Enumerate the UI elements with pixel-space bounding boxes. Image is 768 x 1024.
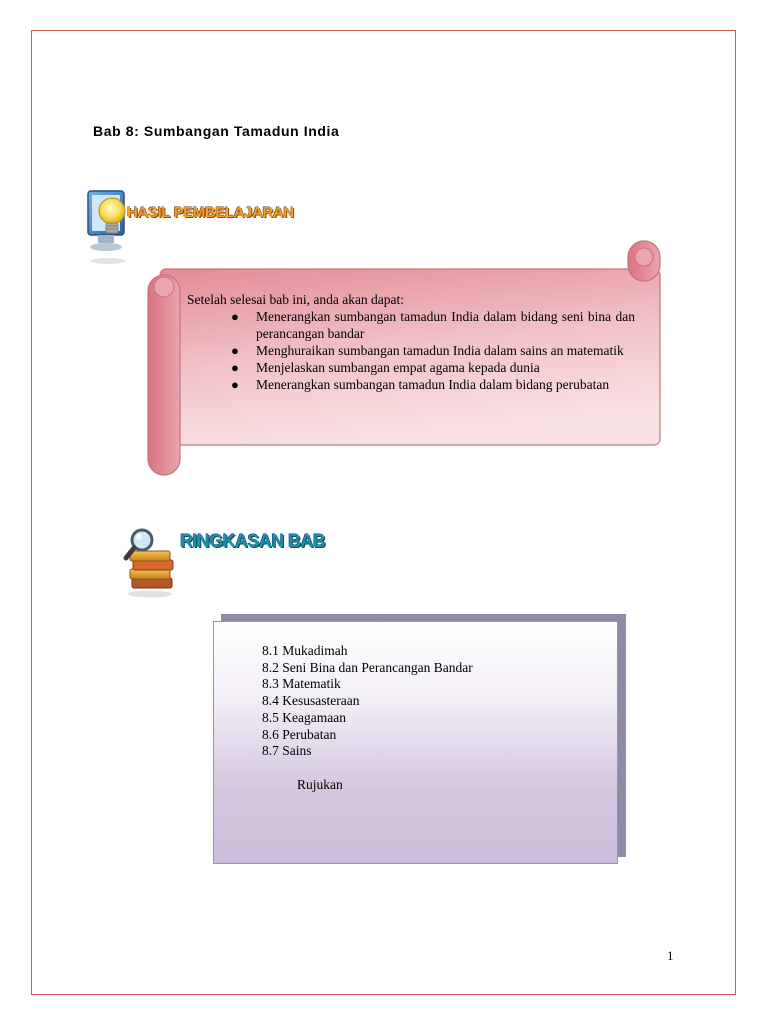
page-number: 1: [667, 948, 674, 963]
list-item: 8.3 Matematik: [262, 676, 341, 692]
list-item: ● Menjelaskan sumbangan empat agama kepada dunia: [231, 360, 540, 375]
list-item: 8.5 Keagamaan: [262, 709, 346, 725]
bullet-icon: ●: [231, 360, 239, 375]
list-item: ● Menerangkan sumbangan tamadun India dalam bidang seni bina dan perancangan bandar: [231, 309, 635, 341]
list-item: 8.2 Seni Bina dan Perancangan Bandar: [262, 659, 473, 675]
books-magnifier-icon: [120, 524, 182, 600]
chapter-title: Bab 8: Sumbangan Tamadun India: [93, 123, 340, 139]
chapter-summary-heading: RINGKASAN BAB: [180, 531, 326, 551]
list-item: 8.4 Kesusasteraan: [262, 693, 360, 709]
list-item: 8.1 Mukadimah: [262, 643, 348, 658]
references-label: Rujukan: [297, 777, 343, 792]
lightbulb-monitor-icon: [86, 183, 146, 268]
bullet-icon: ●: [231, 309, 239, 324]
bullet-icon: ●: [231, 343, 239, 358]
learning-outcomes-text: [187, 291, 635, 393]
learning-outcomes-list: [187, 308, 635, 393]
summary-list: [262, 643, 473, 760]
learning-outcomes-intro: Setelah selesai bab ini, anda akan dapat:: [187, 292, 405, 307]
list-item: ● Menerangkan sumbangan tamadun India dalam bidang perubatan: [231, 377, 610, 392]
list-item: 8.7 Sains: [262, 743, 312, 759]
list-item: 8.6 Perubatan: [262, 726, 337, 742]
learning-outcomes-heading: HASIL PEMBELAJARAN: [127, 204, 294, 221]
bullet-icon: ●: [231, 377, 239, 392]
list-item: ● Menghuraikan sumbangan tamadun India dalam sains an matematik: [231, 343, 624, 358]
